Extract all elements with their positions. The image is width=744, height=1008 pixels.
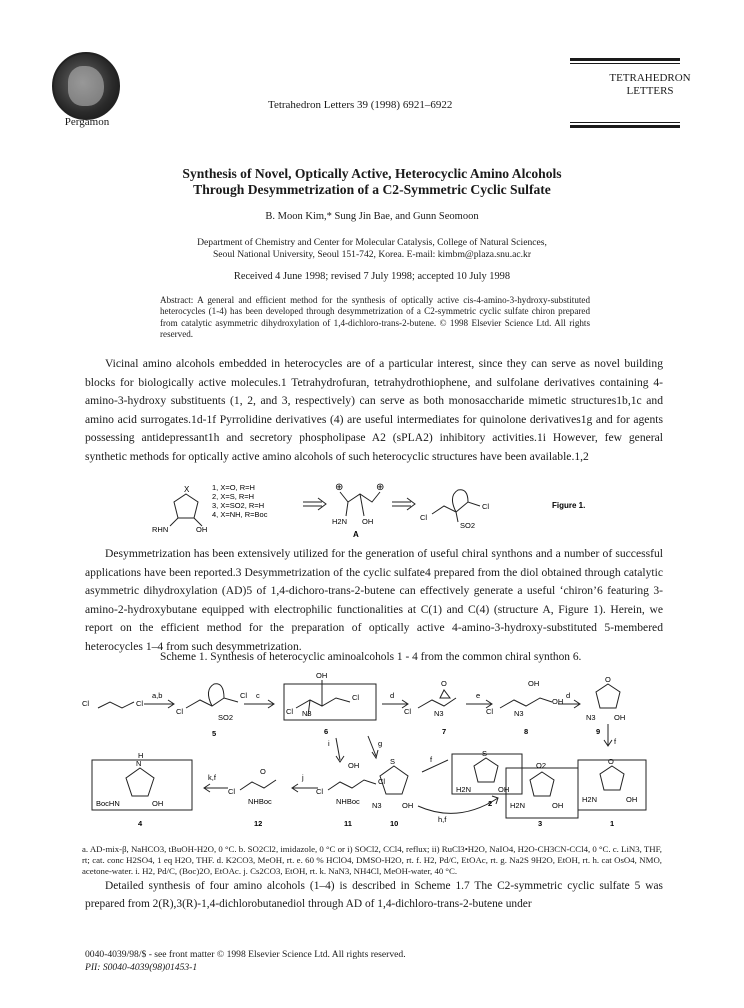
affiliation-line1: Department of Chemistry and Center for Molecular Catalysis, College of Natural Sciences, (197, 237, 547, 248)
s-oh-8a: OH (528, 679, 540, 688)
s-cl-1: Cl (82, 699, 90, 708)
s-label-e: e (476, 691, 481, 700)
cyclic-sulfate-5 (186, 698, 238, 708)
affiliation (140, 237, 604, 261)
s-cl-2: Cl (136, 699, 144, 708)
s-n3-10: N3 (372, 801, 382, 810)
s-num-10: 10 (390, 819, 399, 828)
s-so2: SO2 (218, 713, 234, 722)
s-oh-9: OH (614, 713, 626, 722)
fig1-cl-left: Cl (420, 513, 428, 522)
figure-1 (150, 480, 610, 542)
s-label-kf: k,f (208, 773, 216, 782)
s-label-j: j (302, 773, 304, 782)
s-label-ab: a,b (152, 691, 163, 700)
s-label-i: i (328, 739, 330, 748)
header-rule-bottom-thin (570, 122, 680, 123)
s-o-1: O (608, 757, 614, 766)
dichlorobutene (98, 702, 134, 708)
s-s-10: S (390, 757, 396, 766)
s-h2n-1: H2N (582, 795, 598, 804)
article-title (110, 166, 634, 198)
abstract: Abstract: A general and efficient method for the synthesis of optically active cis-4-amino-3-hydroxy-substituted heterocycles (1-4) has been developed through desymmetrization of a C2-symmetric cyclic sulfate chiron prepared from catalytic asymmetric dihydroxylation of 1,4-dichloro-trans-2-butene. © 1998 Elsevier Science Ltd. All rights reserved. (160, 295, 590, 340)
journal-reference: Tetrahedron Letters 39 (1998) 6921–6922 (268, 99, 453, 111)
s-cl-11a: Cl (316, 787, 324, 796)
s-oh-11: OH (348, 761, 360, 770)
figure-1-label: Figure 1. (552, 501, 586, 510)
detailed-synthesis-text: Detailed synthesis of four amino alcohols (1–4) is described in Scheme 1.7 The C2-symmetric cyclic sulfate 5 was prepared from 2(R),3(R)-1,4-dichlorobutanediol through AD of 1,4-dichloro-trans-2-butene under (85, 880, 663, 910)
product-3-box (506, 768, 578, 818)
desymmetrization-text: Desymmetrization has been extensively utilized for the generation of useful chiral synthons and a number of successful applications have been reported.3 Desymmetrization of the cyclic sulfate4 prepared from the diol obtained through catalytic asymmetric dihydroxylation (AD)5 of 1,4-dichoro-trans-2-butene can effectively generate a useful ‘chiron’6 featuring 3-amino-2-hydroxybutane equipped with electrophilic functionalities at C(1) and C(4) (structure A, Figure 1). Herein, we report on the efficient method for the preparation of optically active 4-amino-3-hydroxy-substituted 5-membered heterocycles 1–4 from such desymmetrization. (85, 547, 663, 653)
s-n-4: N (136, 759, 142, 768)
s-oh-10: OH (402, 801, 414, 810)
issn-line: 0040-4039/98/$ - see front matter © 1998 Elsevier Science Ltd. All rights reserved. (85, 949, 406, 960)
s-num-1: 1 (610, 819, 615, 828)
s-cl-3: Cl (176, 707, 184, 716)
s-s-2: S (482, 749, 488, 758)
s-oh-6: OH (316, 671, 328, 680)
fig1-legend-4: 4, X=NH, R=Boc (212, 510, 268, 519)
header-rule-top-thin (570, 63, 680, 64)
s-h2n-3: H2N (510, 801, 526, 810)
s-cl-5: Cl (286, 707, 294, 716)
s-o-7: O (441, 679, 447, 688)
scheme-1 (78, 668, 668, 838)
synthon-a-chain (340, 492, 380, 502)
fig1-electrophile-2: ⊕ (376, 482, 385, 493)
s-cl-8: Cl (486, 707, 494, 716)
s-num-12: 12 (254, 819, 263, 828)
intro-text: Vicinal amino alcohols embedded in heterocycles are of a particular interest, since they can serve as novel building blocks for biologically active molecules.1 Tetrahydrofuran, tetrahydrothiophene, and sulfolane derivatives containing 4-amino-3-hydroxy substituents (1, 2, and 3, respectively) can serve as both monosaccharide mimetic structures1b,1c and amino acid surrogates.1d-1f Pyrrolidine derivatives (4) are useful intermediates for quinolone derivatives1g and for agents possessing antidepressant1h and secretory phospholipase A2 (sPLA2) inhibitory activities.1i However, few general synthetic methods for optically active amino alcohols of such heterocyclic structures have been available.1,2 (85, 357, 663, 463)
affiliation-line2: Seoul National University, Seoul 151-742, Korea. E-mail: kimbm@plaza.snu.ac.kr (212, 249, 532, 260)
s-n3-6: N3 (302, 709, 312, 718)
amine-bond (170, 518, 178, 526)
s-cl-7: Cl (404, 707, 412, 716)
s-h2n-2: H2N (456, 785, 472, 794)
s-num-5: 5 (212, 729, 217, 738)
header-rule-top (570, 58, 680, 61)
journal-name-line2: LETTERS (626, 85, 674, 97)
arrow-f2 (422, 760, 448, 772)
epoxide-7 (418, 698, 456, 708)
s-nhboc-12: NHBoc (248, 797, 272, 806)
s-o-12: O (260, 767, 266, 776)
s-num-11: 11 (344, 819, 352, 828)
s-num-7: 7 (442, 727, 447, 736)
publisher-logo (52, 52, 120, 120)
fig1-so2-label: SO2 (460, 521, 476, 530)
s-h-4: H (138, 751, 144, 760)
s-cl-4: Cl (240, 691, 248, 700)
pii-line: PII: S0040-4039(98)01453-1 (85, 962, 198, 973)
fig1-x-label: X (184, 485, 190, 494)
scheme-1-caption: Scheme 1. Synthesis of heterocyclic aminoalcohols 1 - 4 from the common chiral synthon 6. (160, 651, 582, 663)
s-n3-7: N3 (434, 709, 444, 718)
title-line1: Synthesis of Novel, Optically Active, Heterocyclic Amino Alcohols (182, 166, 562, 181)
s-oh-1: OH (626, 795, 638, 804)
fig1-oh-label: OH (196, 525, 208, 534)
s-oh-3: OH (552, 801, 564, 810)
fig1-rhn-label: RHN (152, 525, 169, 534)
fig1-legend-2: 2, X=S, R=H (212, 492, 255, 501)
fig1-h2n-label: H2N (332, 517, 348, 526)
s-bochn-4: BocHN (96, 799, 120, 808)
s-oh-2: OH (498, 785, 510, 794)
heterocycle-ring (174, 494, 198, 518)
s-label-g: g (378, 739, 383, 748)
s-label-f2: f (430, 755, 433, 764)
s-label-d: d (390, 691, 395, 700)
fig1-electrophile-1: ⊕ (335, 482, 344, 493)
s-num-8: 8 (524, 727, 529, 736)
fig1-structure-a: A (353, 530, 359, 539)
arrow-g (368, 736, 376, 756)
s-o2-3: O2 (536, 761, 547, 770)
s-num-9: 9 (596, 727, 601, 736)
fig1-a-oh-label: OH (362, 517, 374, 526)
s-cl-6: Cl (352, 693, 360, 702)
s-label-d2: d (566, 691, 571, 700)
scheme-conditions: a. AD-mix-β, NaHCO3, tBuOH-H2O, 0 °C. b. SO2Cl2, imidazole, 0 °C or i) SOCl2, CCl4, reflux; ii) RuCl3•H2O, NaIO4, H2O-CH3CN-CCl4, 0 °C. c. LiN3, THF, rt; cat. conc H2SO4, 1 eq H2O, THF. d. K2CO3, MeOH, rt. e. 60 % HClO4, DMSO-H2O, rt. f. H2, Pd/C, EtOAc, rt. g. Na2S 9H2O, EtOH, rt. h. cat OsO4, NMO, acetone-water. i. H2, Pd/C, (Boc)2O, EtOAc. j. Cs2CO3, EtOH, rt. k. NaN3, NH4Cl, MeOH-water, 40 °C. (82, 844, 662, 876)
desymmetrization-paragraph (85, 545, 663, 656)
s-o-9: O (605, 675, 611, 684)
s-num-6: 6 (324, 727, 329, 736)
header-rule-bottom (570, 125, 680, 128)
s-n3-9: N3 (586, 713, 596, 722)
s-num-2: 2 (488, 799, 493, 808)
fig1-cl-right: Cl (482, 502, 490, 511)
footer (85, 948, 406, 974)
s-oh-8b: OH (552, 697, 564, 706)
journal-name (590, 72, 710, 98)
arrow-hf (418, 798, 498, 813)
title-line2: Through Desymmetrization of a C2-Symmetric Cyclic Sulfate (193, 182, 551, 197)
oxolane-9 (596, 684, 620, 708)
s-label-c: c (256, 691, 260, 700)
bocamine-11 (328, 780, 376, 790)
detailed-synthesis-paragraph (85, 877, 663, 913)
authors: B. Moon Kim,* Sung Jin Bae, and Gunn Seomoon (265, 211, 479, 222)
s-cl-11b: Cl (378, 777, 386, 786)
s-n3-8: N3 (514, 709, 524, 718)
s-num-3: 3 (538, 819, 543, 828)
s-nhboc-11: NHBoc (336, 797, 360, 806)
received-dates: Received 4 June 1998; revised 7 July 1998; accepted 10 July 1998 (233, 271, 511, 282)
epoxide-12 (240, 780, 276, 790)
fig1-legend-1: 1, X=O, R=H (212, 483, 255, 492)
s-num-4: 4 (138, 819, 143, 828)
fig1-legend-3: 3, X=SO2, R=H (212, 501, 265, 510)
journal-name-line1: TETRAHEDRON (609, 72, 691, 84)
s-label-hf: h,f (438, 815, 447, 824)
publisher-name: Pergamon (64, 116, 110, 128)
intro-paragraph (85, 355, 663, 466)
s-cl-12: Cl (228, 787, 236, 796)
s-oh-4: OH (152, 799, 164, 808)
diol-8 (500, 698, 552, 708)
s-label-f: f (614, 737, 617, 746)
